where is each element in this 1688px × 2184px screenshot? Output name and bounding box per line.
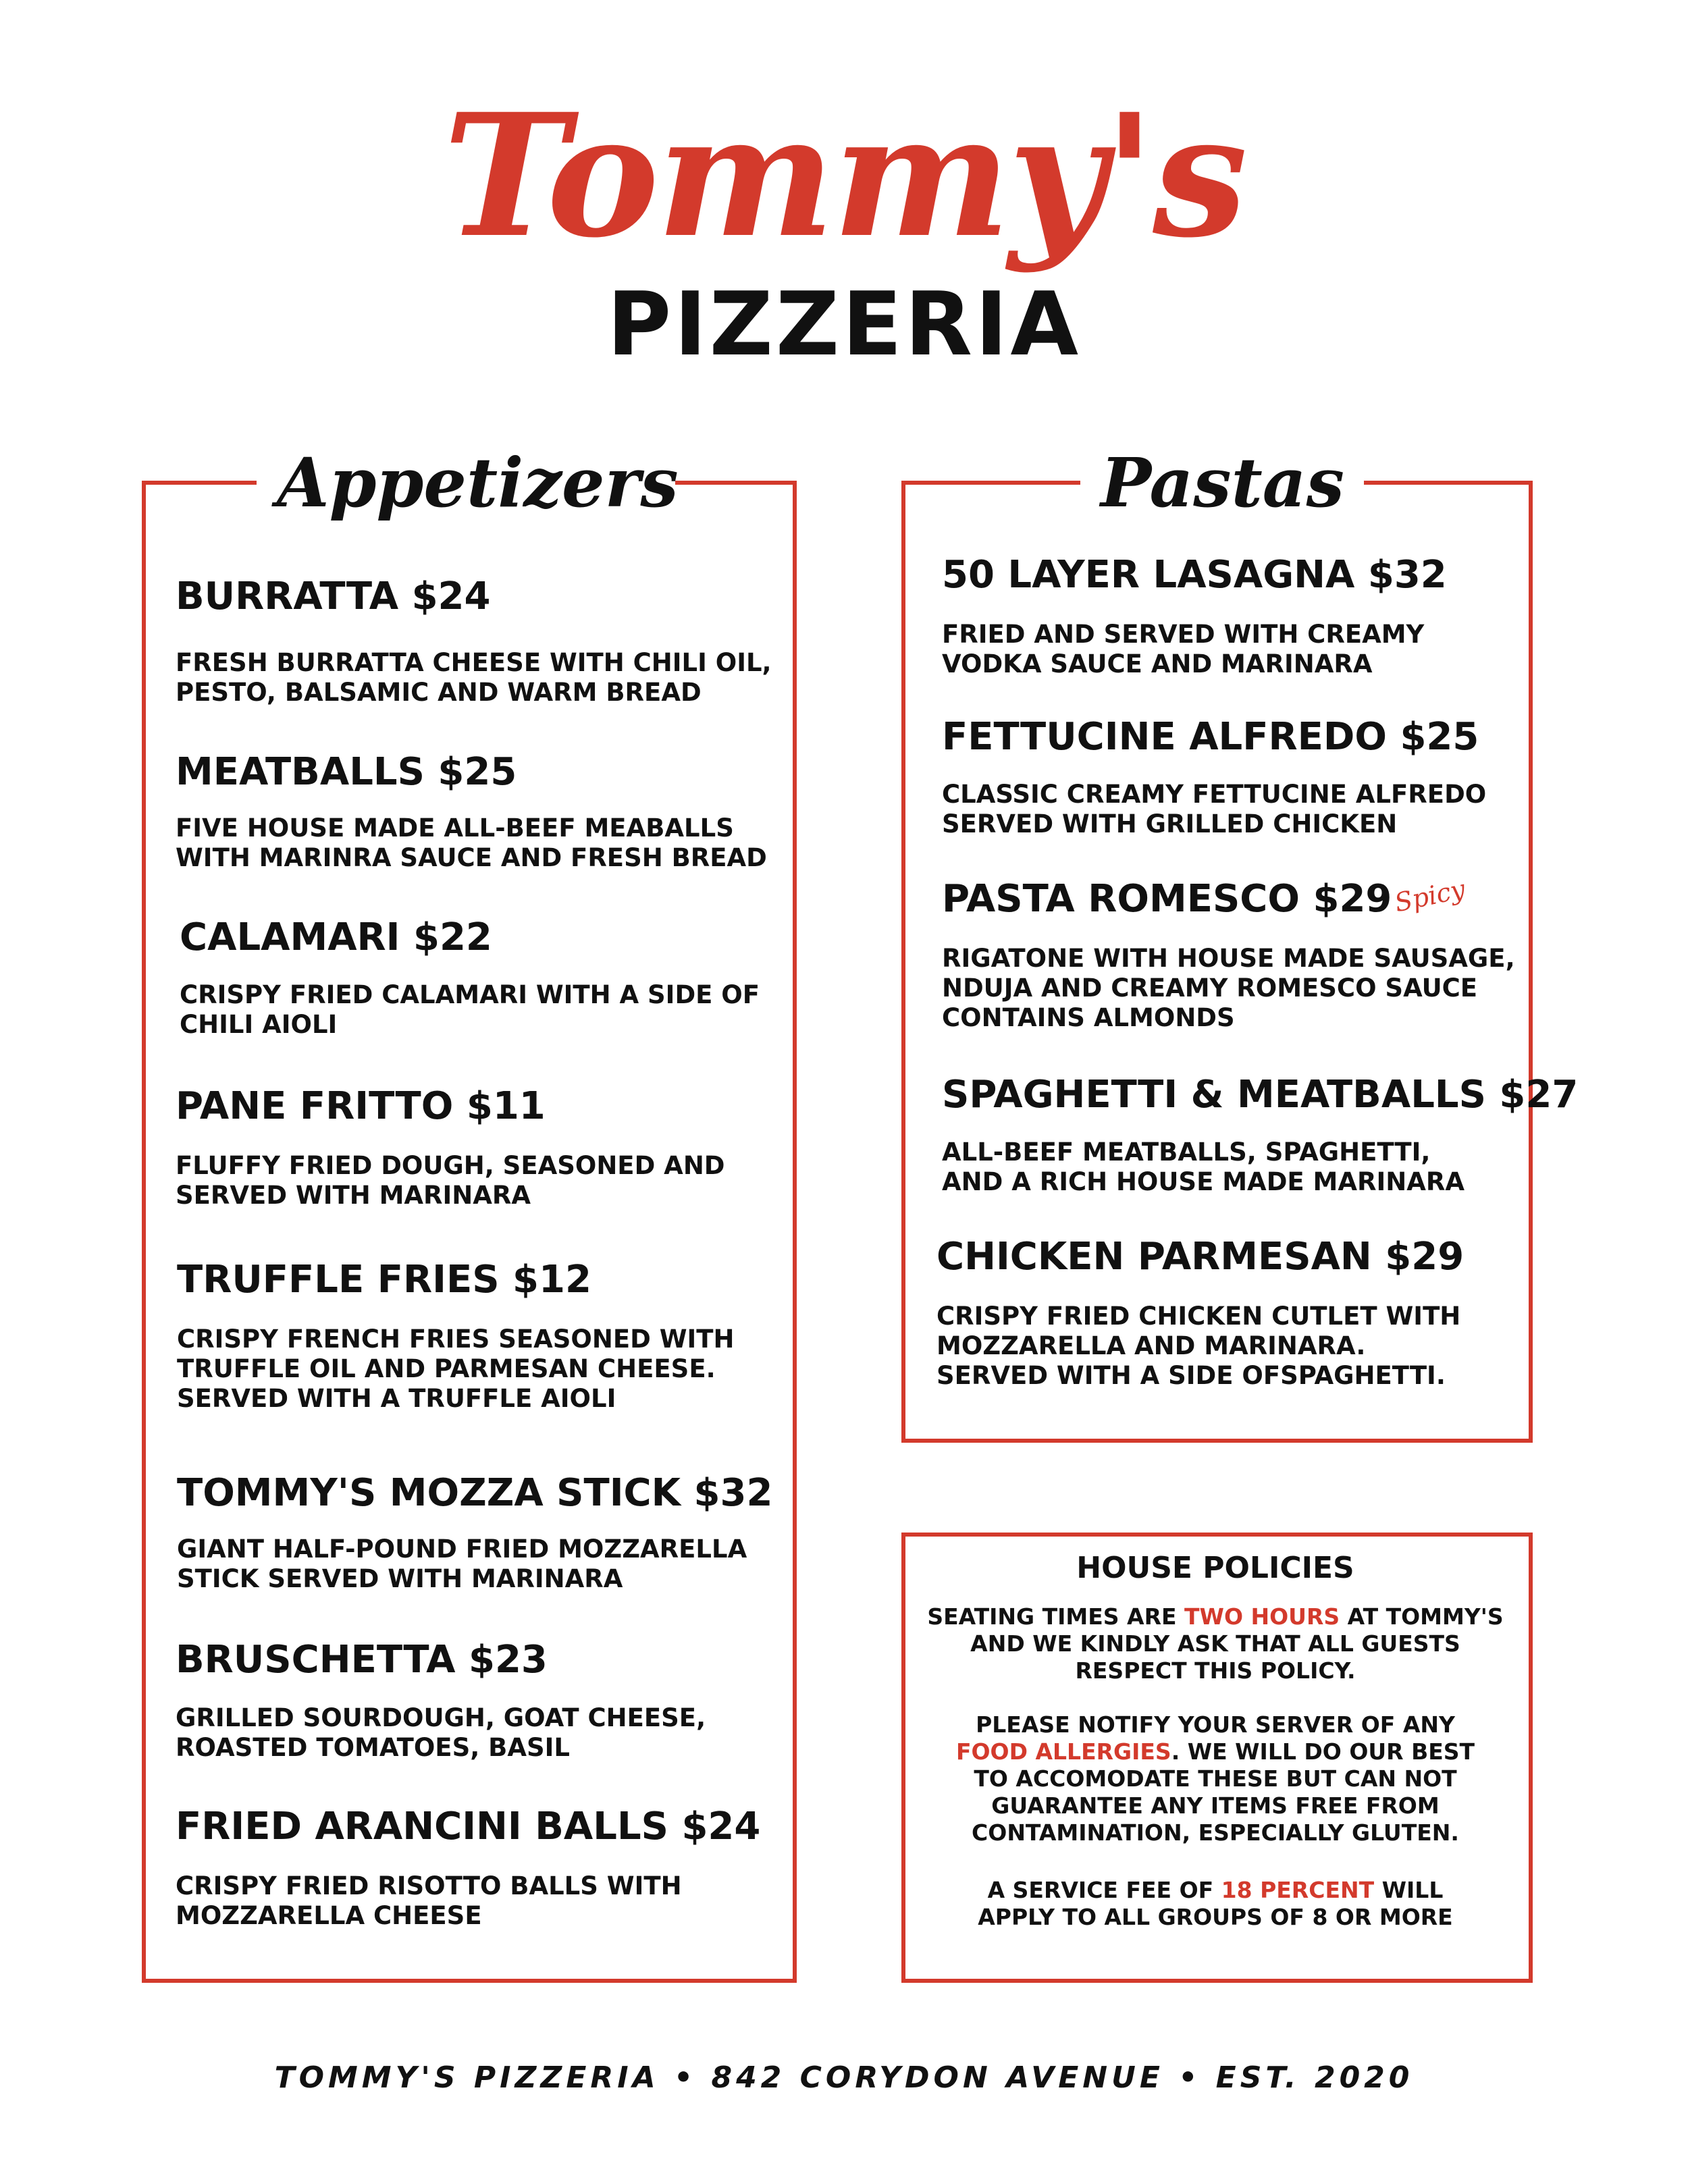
pastas-heading: Pastas [1080,442,1364,523]
menu-item-desc: CRISPY FRIED CHICKEN CUTLET WITH MOZZARELLA AND MARINARA. SERVED WITH A SIDE OFSPAGHETTI. [937,1302,1461,1390]
menu-item-title: BURRATTA $24 [176,575,491,618]
menu-item-title: PASTA ROMESCO $29 [942,877,1392,921]
policy-highlight: 18 PERCENT [1221,1877,1375,1903]
policy-highlight: TWO HOURS [1184,1603,1340,1630]
menu-item-title: TOMMY'S MOZZA STICK $32 [177,1471,773,1515]
policy-service-fee: A SERVICE FEE OF 18 PERCENT WILL APPLY TO ALL GROUPS OF 8 OR MORE [978,1877,1453,1930]
house-policies-title: HOUSE POLICIES [1076,1551,1354,1585]
menu-item-title: SPAGHETTI & MEATBALLS $27 [942,1073,1579,1117]
appetizers-heading: Appetizers [257,442,675,523]
menu-item-desc: FLUFFY FRIED DOUGH, SEASONED AND SERVED WITH MARINARA [176,1151,725,1210]
menu-item-desc: CRISPY FRIED CALAMARI WITH A SIDE OF CHILI AIOLI [180,980,760,1039]
logo-script-title: Tommy's [443,76,1245,275]
policy-allergies: PLEASE NOTIFY YOUR SERVER OF ANY FOOD ALLERGIES. WE WILL DO OUR BEST TO ACCOMODATE THESE BUT CAN NOT GUARANTEE ANY ITEMS FREE FROM CONTAMINATION, ESPECIALLY GLUTEN. [955,1711,1475,1846]
menu-item-title: PANE FRITTO $11 [176,1084,546,1128]
menu-item-desc: FRIED AND SERVED WITH CREAMY VODKA SAUCE AND MARINARA [942,620,1425,678]
menu-item-title: BRUSCHETTA $23 [176,1638,548,1682]
menu-item-desc: CLASSIC CREAMY FETTUCINE ALFREDO SERVED WITH GRILLED CHICKEN [942,780,1487,838]
menu-item-title: CHICKEN PARMESAN $29 [937,1235,1465,1279]
menu-item-desc: CRISPY FRENCH FRIES SEASONED WITH TRUFFLE OIL AND PARMESAN CHEESE. SERVED WITH A TRUFFLE AIOLI [177,1325,735,1413]
menu-item-title: FETTUCINE ALFREDO $25 [942,715,1479,759]
spicy-badge: Spicy [1392,874,1468,918]
menu-item-title: MEATBALLS $25 [176,750,517,794]
menu-item-desc: GRILLED SOURDOUGH, GOAT CHEESE, ROASTED TOMATOES, BASIL [176,1703,706,1762]
menu-item-desc: GIANT HALF-POUND FRIED MOZZARELLA STICK SERVED WITH MARINARA [177,1535,747,1593]
menu-item-desc: RIGATONE WITH HOUSE MADE SAUSAGE, NDUJA AND CREAMY ROMESCO SAUCE CONTAINS ALMONDS [942,944,1515,1032]
menu-item-title: TRUFFLE FRIES $12 [177,1258,591,1302]
logo-subtitle: PIZZERIA [606,273,1082,375]
menu-item-title: CALAMARI $22 [180,915,492,959]
menu-item-desc: CRISPY FRIED RISOTTO BALLS WITH MOZZARELLA CHEESE [176,1871,682,1930]
footer-address: TOMMY'S PIZZERIA • 842 CORYDON AVENUE • EST. 2020 [274,2060,1414,2095]
menu-item-title: 50 LAYER LASAGNA $32 [942,553,1447,597]
menu-item-desc: FRESH BURRATTA CHEESE WITH CHILI OIL, PESTO, BALSAMIC AND WARM BREAD [176,648,772,707]
menu-item-desc: FIVE HOUSE MADE ALL-BEEF MEABALLS WITH MARINRA SAUCE AND FRESH BREAD [176,814,767,872]
policy-highlight: FOOD ALLERGIES [955,1738,1171,1765]
menu-item-title: FRIED ARANCINI BALLS $24 [176,1805,761,1848]
menu-item-desc: ALL-BEEF MEATBALLS, SPAGHETTI, AND A RICH HOUSE MADE MARINARA [942,1138,1465,1196]
policy-seating: SEATING TIMES ARE TWO HOURS AT TOMMY'S AND WE KINDLY ASK THAT ALL GUESTS RESPECT THIS POLICY. [927,1603,1504,1684]
